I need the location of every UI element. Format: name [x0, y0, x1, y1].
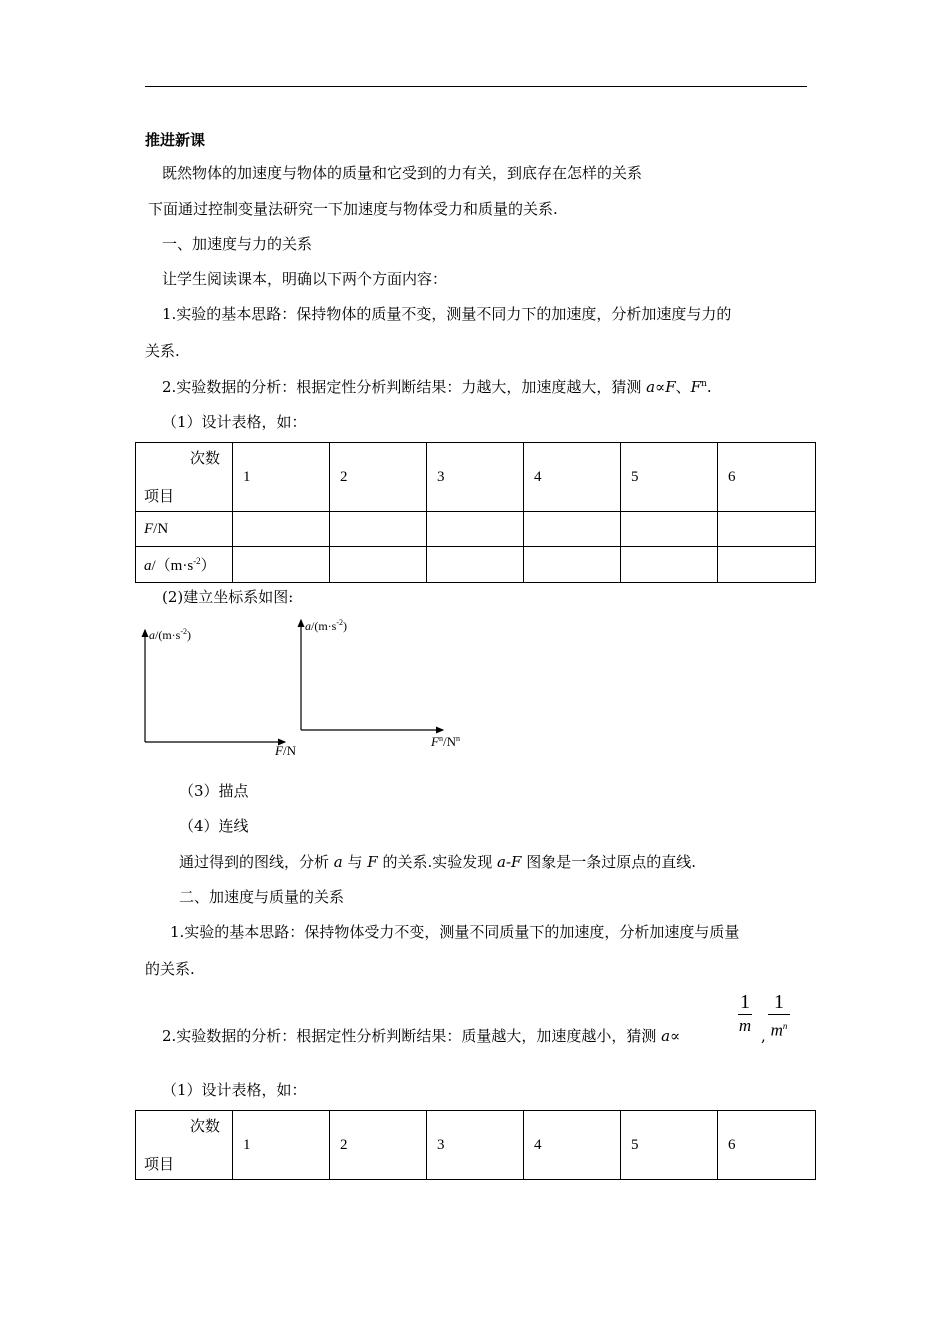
table-header-row — [136, 1111, 816, 1180]
header-cell — [136, 1111, 233, 1180]
frac2-den: m — [770, 1020, 783, 1040]
header-bottom-label: 项目 — [144, 1157, 175, 1173]
conclusion-mid: 与 — [342, 853, 368, 871]
table-row-acceleration — [136, 547, 816, 583]
intro-line-2: 下面通过控制变量法研究一下加速度与物体受力和质量的关系. — [148, 200, 558, 218]
graph-1 — [145, 627, 297, 758]
col-header: 2 — [330, 443, 427, 512]
col-header: 6 — [718, 1111, 816, 1180]
row-label-force — [136, 512, 233, 547]
var-a: a — [646, 378, 656, 396]
part2-analysis — [162, 1025, 680, 1046]
row-label-end: ） — [200, 558, 216, 574]
col-header: 1 — [233, 443, 330, 512]
row-label-unit: /N — [153, 520, 169, 537]
table-cell — [718, 512, 816, 547]
part1-table-step: （1）设计表格，如： — [162, 413, 307, 431]
table-cell — [330, 512, 427, 547]
analysis-prefix: 2.实验数据的分析：根据定性分析判断结果：力越大，加速度越大，猜测 — [162, 378, 647, 396]
var-F: F — [665, 378, 676, 396]
graph1-y-label: $a/(m\cdot s^{-2})$ — [149, 627, 192, 642]
table-cell — [427, 512, 524, 547]
col-header: 2 — [330, 1111, 427, 1180]
row-label-var: a — [144, 558, 152, 574]
table-cell — [621, 512, 718, 547]
frac2-num: 1 — [768, 990, 790, 1015]
var-a: a — [333, 853, 343, 871]
section-title: 推进新课 — [145, 131, 206, 149]
row-label-unit: /（m·s — [151, 558, 194, 574]
graph-2 — [301, 618, 460, 749]
col-header: 6 — [718, 443, 816, 512]
table-header-row — [136, 443, 816, 512]
table-cell — [427, 547, 524, 583]
force-data-table — [135, 442, 816, 583]
coordinate-graphs — [135, 612, 475, 760]
part1-analysis — [162, 376, 712, 397]
row-label-acceleration — [136, 547, 233, 583]
part1-heading: 一、加速度与力的关系 — [162, 235, 313, 253]
part2-idea-line-1: 1.实验的基本思路：保持物体受力不变，测量不同质量下的加速度，分析加速度与质量 — [170, 923, 740, 941]
frac1-den: m — [738, 1016, 752, 1035]
mass-data-table — [135, 1110, 816, 1180]
var-a: a — [661, 1027, 671, 1045]
fraction-1-over-m — [738, 990, 752, 1037]
part1-idea-line-1: 1.实验的基本思路：保持物体的质量不变，测量不同力下的加速度，分析加速度与力的 — [162, 305, 732, 323]
graph1-x-label: F/N — [275, 743, 296, 758]
intro-line-1: 既然物体的加速度与物体的质量和它受到的力有关，到底存在怎样的关系 — [162, 164, 643, 182]
col-header: 1 — [233, 1111, 330, 1180]
part1-idea-line-2: 关系. — [145, 342, 180, 360]
analysis-prefix: 2.实验数据的分析：根据定性分析判断结果：质量越大，加速度越小，猜测 — [162, 1027, 662, 1045]
graph2-x-label: $F^n/N^n$ — [431, 734, 460, 749]
table-cell — [621, 547, 718, 583]
header-top-label: 次数 — [189, 1119, 220, 1135]
propto-symbol: ∝ — [655, 378, 666, 396]
header-top-label: 次数 — [189, 451, 220, 467]
part2-idea-line-2: 的关系. — [145, 960, 195, 978]
row-label-var: F — [144, 520, 154, 537]
col-header: 3 — [427, 1111, 524, 1180]
table-cell — [524, 547, 621, 583]
part2-table-step: （1）设计表格，如： — [162, 1081, 307, 1099]
part1-step-3: （3）描点 — [179, 782, 249, 800]
col-header: 3 — [427, 443, 524, 512]
col-header: 5 — [621, 1111, 718, 1180]
conclusion-end: 图象是一条过原点的直线. — [521, 853, 696, 871]
header-cell — [136, 443, 233, 512]
table-cell — [233, 512, 330, 547]
analysis-end: . — [706, 378, 712, 396]
frac1-num: 1 — [740, 991, 750, 1013]
fraction-separator: , — [761, 1027, 766, 1045]
graph2-y-label: $a/(m\cdot s^{-2})$ — [305, 618, 348, 633]
propto-symbol: ∝ — [670, 1027, 681, 1045]
table-row-force — [136, 512, 816, 547]
var-F: F — [367, 853, 378, 871]
table-cell — [524, 512, 621, 547]
header-rule — [145, 86, 807, 87]
frac2-sup: n — [782, 1021, 788, 1031]
table-cell — [330, 547, 427, 583]
col-header: 4 — [524, 1111, 621, 1180]
table-cell — [718, 547, 816, 583]
separator: 、 — [675, 378, 691, 396]
var-Fn: F — [690, 378, 702, 396]
header-bottom-label: 项目 — [144, 489, 175, 505]
col-header: 4 — [524, 443, 621, 512]
conclusion-mid2: 的关系.实验发现 — [377, 853, 498, 871]
part1-coord-step: (2)建立坐标系如图: — [162, 588, 294, 606]
col-header: 5 — [621, 443, 718, 512]
fraction-1-over-mn — [768, 990, 790, 1042]
conclusion-prefix: 通过得到的图线，分析 — [179, 853, 334, 871]
part1-conclusion — [179, 851, 696, 872]
sup-n: n — [701, 379, 707, 389]
part1-step-4: （4）连线 — [179, 817, 249, 835]
row-label-sup: -2 — [193, 556, 201, 566]
var-aF: a-F — [497, 853, 522, 871]
table-cell — [233, 547, 330, 583]
part2-heading: 二、加速度与质量的关系 — [179, 888, 345, 906]
part1-reading: 让学生阅读课本，明确以下两个方面内容： — [162, 270, 448, 288]
